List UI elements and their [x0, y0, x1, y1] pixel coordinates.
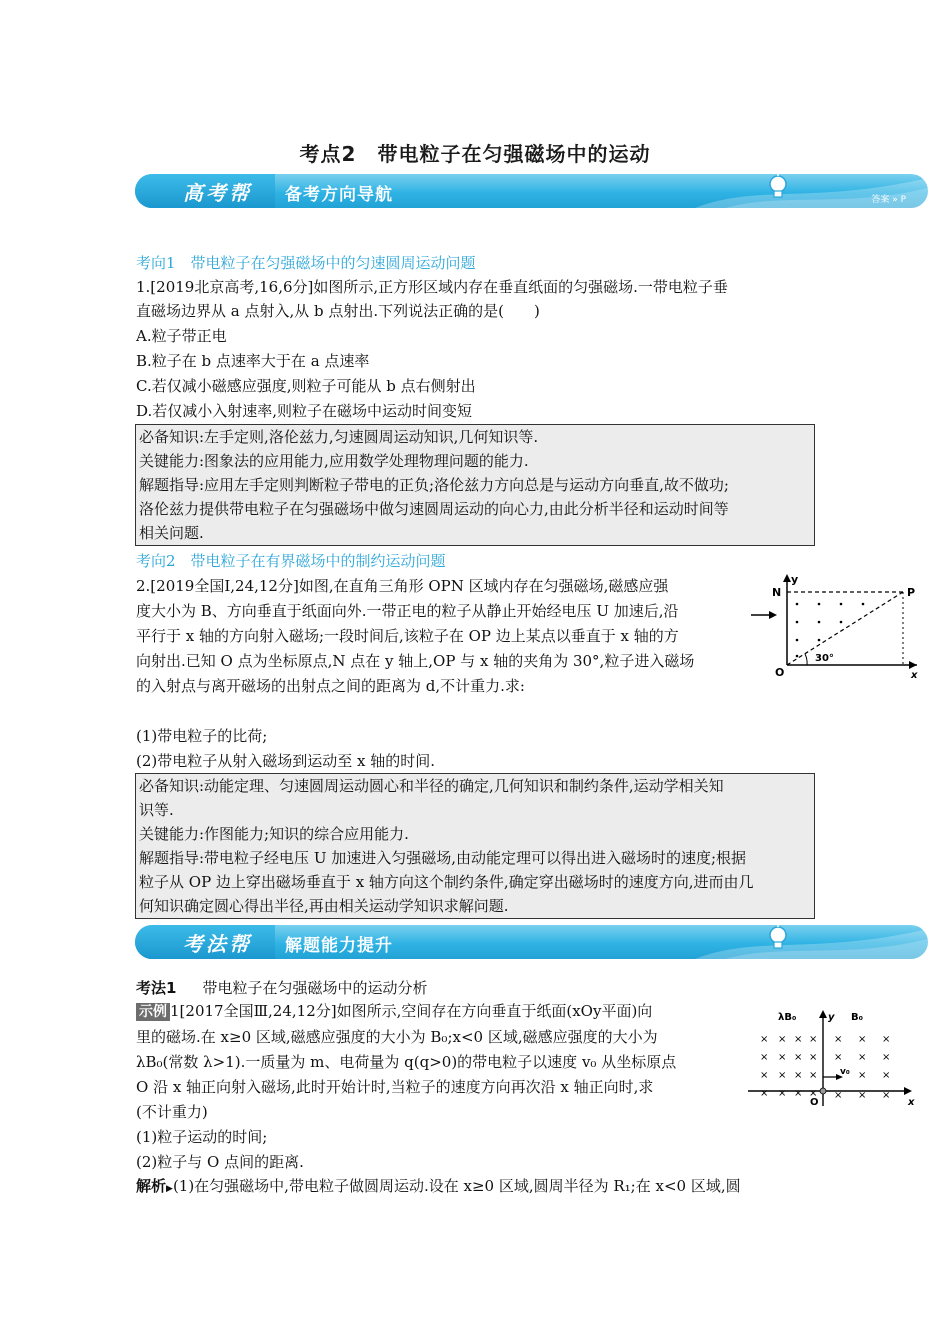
svg-text:×: ×	[809, 1052, 818, 1063]
banner-title: 考法帮	[183, 932, 252, 956]
analysis-text: (1)在匀强磁场中,带电粒子做圆周运动.设在 x≥0 区域,圆周半径为 R₁;在 x<0 区域,圆	[172, 1177, 741, 1195]
svg-text:×: ×	[760, 1034, 769, 1045]
svg-text:×: ×	[760, 1070, 769, 1081]
svg-text:×: ×	[858, 1034, 867, 1045]
fig2-lambda-b0-label: λB₀	[778, 1012, 797, 1023]
svg-text:×: ×	[794, 1052, 803, 1063]
section-banner-kaofabang	[135, 925, 928, 959]
svg-text:×: ×	[882, 1034, 891, 1045]
fig2-b0-label: B₀	[851, 1012, 864, 1023]
example-text-1: 1[2017全国Ⅲ,24,12分]如图所示,空间存在方向垂直于纸面(xOy平面)向	[170, 1002, 653, 1020]
svg-text:×: ×	[778, 1070, 787, 1081]
lightbulb-icon	[767, 170, 789, 208]
box2-line-5: 粒子从 OP 边上穿出磁场垂直于 x 轴方向这个制约条件,确定穿出磁场时的速度方向,进而由几	[139, 873, 754, 891]
q1-option-d: D.若仅减小入射速率,则粒子在磁场中运动时间变短	[136, 402, 473, 420]
svg-text:×: ×	[882, 1052, 891, 1063]
fig1-p-label: P	[907, 586, 916, 599]
triangle-field-figure	[745, 570, 925, 680]
method-label: 考法1	[136, 979, 177, 997]
svg-text:×: ×	[858, 1052, 867, 1063]
box1-line-1: 必备知识:左手定则,洛伦兹力,匀速圆周运动知识,几何知识等.	[139, 428, 539, 446]
fig1-o-label: O	[775, 666, 785, 679]
method-heading	[136, 976, 427, 1000]
q2-line-5: 的入射点与离开磁场的出射点之间的距离为 d,不计重力.求:	[136, 677, 525, 695]
svg-text:×: ×	[858, 1090, 867, 1101]
box2-line-6: 何知识确定圆心得出半径,再由相关运动学知识求解问题.	[139, 897, 509, 915]
q2-line-2: 度大小为 B、方向垂直于纸面向外.一带正电的粒子从静止开始经电压 U 加速后,沿	[136, 602, 679, 620]
direction-heading-1: 考向1 带电粒子在匀强磁场中的匀速圆周运动问题	[136, 254, 476, 272]
fig2-o-label: O	[810, 1097, 819, 1108]
q1-option-a: A.粒子带正电	[136, 327, 227, 345]
svg-text:×: ×	[834, 1052, 843, 1063]
analysis-line: 解析▶(1)在匀强磁场中,带电粒子做圆周运动.设在 x≥0 区域,圆周半径为 R₁;在 x<0 区域,圆	[136, 1177, 741, 1195]
knowledge-box-1	[135, 424, 815, 546]
fig1-angle-label: 30°	[815, 653, 834, 664]
magnetic-field-figure	[748, 1008, 918, 1108]
svg-text:×: ×	[760, 1052, 769, 1063]
example-line-2: 里的磁场.在 x≥0 区域,磁感应强度的大小为 B₀;x<0 区域,磁感应强度的大小为	[136, 1028, 658, 1046]
box1-line-3: 解题指导:应用左手定则判断粒子带电的正负;洛伦兹力方向总是与运动方向垂直,故不做功;	[139, 476, 729, 494]
example-line-4: O 沿 x 轴正向射入磁场,此时开始计时,当粒子的速度方向再次沿 x 轴正向时,求	[136, 1078, 654, 1096]
fig1-n-label: N	[772, 586, 782, 599]
example-line-3: λB₀(常数 λ>1).一质量为 m、电荷量为 q(q>0)的带电粒子以速度 v₀ 从坐标原点	[136, 1053, 677, 1071]
banner-subtitle: 解题能力提升	[285, 936, 393, 956]
analysis-tag: 解析	[136, 1177, 167, 1195]
example-line-1	[136, 999, 652, 1023]
fig2-v0-label: v₀	[840, 1067, 850, 1077]
section-banner-gaokaobang	[135, 174, 928, 208]
example-line-5: (不计重力)	[136, 1103, 208, 1121]
svg-text:×: ×	[809, 1070, 818, 1081]
q2-line-3: 平行于 x 轴的方向射入磁场;一段时间后,该粒子在 OP 边上某点以垂直于 x 轴的方	[136, 627, 679, 645]
lightbulb-icon	[767, 921, 789, 959]
box2-line-1: 必备知识:动能定理、匀速圆周运动圆心和半径的确定,几何知识和制约条件,运动学相关知	[139, 777, 724, 795]
svg-text:×: ×	[809, 1034, 818, 1045]
svg-text:×: ×	[778, 1052, 787, 1063]
svg-text:×: ×	[778, 1088, 787, 1099]
box2-line-2: 识等.	[139, 801, 174, 819]
svg-text:×: ×	[882, 1090, 891, 1101]
fig1-x-label: x	[911, 670, 918, 680]
fig2-y-label: y	[828, 1012, 835, 1023]
box2-line-3: 关键能力:作图能力;知识的综合应用能力.	[139, 825, 409, 843]
box2-line-4: 解题指导:带电粒子经电压 U 加速进入匀强磁场,由动能定理可以得出进入磁场时的速度;根据	[139, 849, 747, 867]
page-title: 考点2 带电粒子在匀强磁场中的运动	[299, 142, 651, 166]
banner-wave-decoration	[695, 925, 928, 959]
method-title: 带电粒子在匀强磁场中的运动分析	[202, 979, 428, 997]
example-sub-2: (2)粒子与 O 点间的距离.	[136, 1153, 304, 1171]
q2-sub-2: (2)带电粒子从射入磁场到运动至 x 轴的时间.	[136, 752, 436, 770]
knowledge-box-2	[135, 773, 815, 919]
q1-line-2: 直磁场边界从 a 点射入,从 b 点射出.下列说法正确的是( )	[136, 302, 540, 320]
svg-text:×: ×	[858, 1070, 867, 1081]
direction-heading-2: 考向2 带电粒子在有界磁场中的制约运动问题	[136, 552, 446, 570]
q2-sub-1: (1)带电粒子的比荷;	[136, 727, 268, 745]
svg-text:×: ×	[882, 1070, 891, 1081]
q2-line-4: 向射出.已知 O 点为坐标原点,N 点在 y 轴上,OP 与 x 轴的夹角为 30°,粒子进入磁场	[136, 652, 695, 670]
svg-text:×: ×	[809, 1088, 818, 1099]
svg-text:×: ×	[794, 1034, 803, 1045]
example-sub-1: (1)粒子运动的时间;	[136, 1128, 268, 1146]
fig2-x-label: x	[908, 1097, 915, 1108]
q2-line-1: 2.[2019全国Ⅰ,24,12分]如图,在直角三角形 OPN 区域内存在匀强磁场,磁感应强	[136, 577, 669, 595]
q1-option-b: B.粒子在 b 点速率大于在 a 点速率	[136, 352, 370, 370]
answer-page-ref: 答案 » P	[871, 195, 906, 205]
q1-line-1: 1.[2019北京高考,16,6分]如图所示,正方形区域内存在垂直纸面的匀强磁场.一带电粒子垂	[136, 278, 728, 296]
banner-subtitle: 备考方向导航	[285, 185, 393, 205]
q1-option-c: C.若仅减小磁感应强度,则粒子可能从 b 点右侧射出	[136, 377, 476, 395]
box1-line-5: 相关问题.	[139, 524, 204, 542]
box1-line-4: 洛伦兹力提供带电粒子在匀强磁场中做匀速圆周运动的向心力,由此分析半径和运动时间等	[139, 500, 729, 518]
svg-text:×: ×	[778, 1034, 787, 1045]
fig1-y-label: y	[791, 573, 799, 586]
svg-text:×: ×	[760, 1088, 769, 1099]
svg-text:×: ×	[834, 1090, 843, 1101]
box1-line-2: 关键能力:图象法的应用能力,应用数学处理物理问题的能力.	[139, 452, 529, 470]
svg-text:×: ×	[794, 1070, 803, 1081]
example-tag: 示例	[136, 1003, 170, 1021]
banner-title: 高考帮	[183, 181, 252, 205]
svg-text:×: ×	[794, 1088, 803, 1099]
svg-text:×: ×	[834, 1034, 843, 1045]
